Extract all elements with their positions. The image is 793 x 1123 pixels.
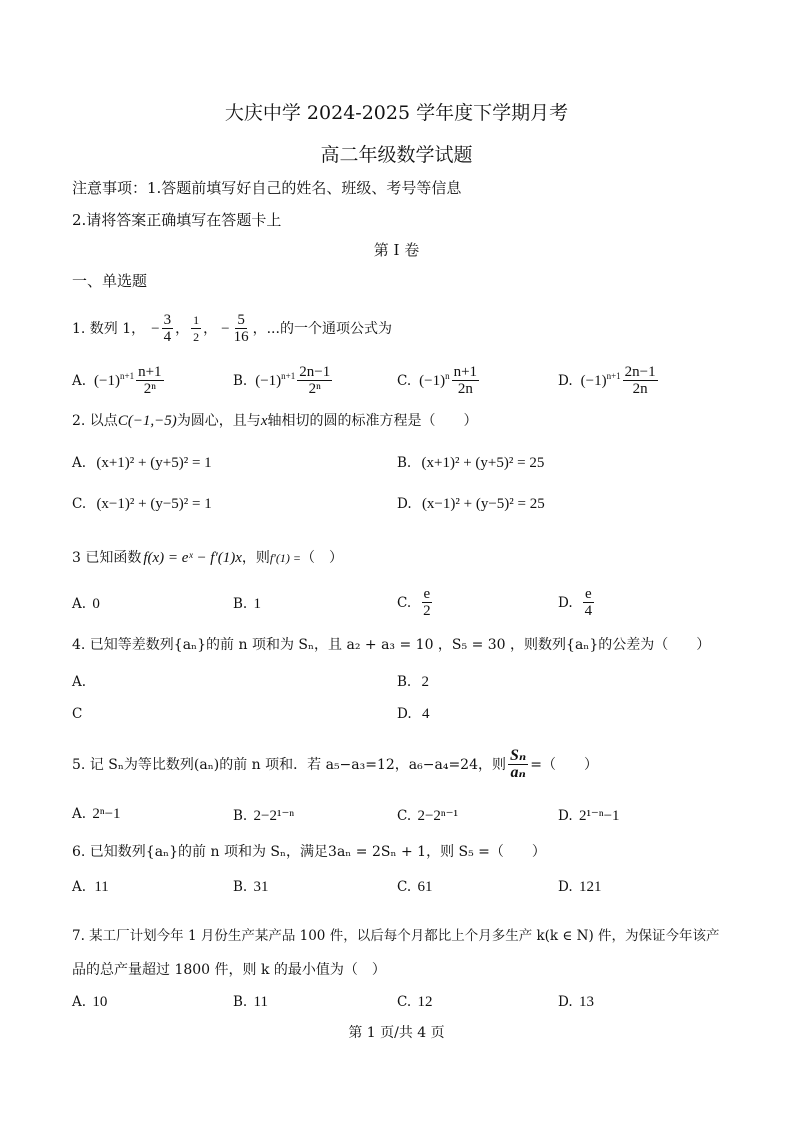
q3-option-c[interactable] [397,586,435,619]
question-7-line-2: 品的总产量超过 1800 件，则 k 的最小值为（ ） [72,962,386,978]
q1-option-d[interactable] [558,364,660,397]
option-fraction: $\frac{2n-1}{\text{2ⁿ}}$ [299,364,331,397]
q2-option-d[interactable] [397,496,545,513]
option-text: 11 [94,879,109,895]
option-sign: $(-1)^{n+1}$ [255,371,296,389]
option-text: 1 [253,596,262,612]
q5-option-d[interactable] [558,806,620,825]
q7-option-c[interactable] [397,994,432,1011]
option-label: C. [72,496,87,512]
option-text: (x−1)² + (y−5)² = 1 [96,496,212,512]
option-fraction: $\frac{e}{4}$ [584,586,593,619]
q1-suffix: ，...的一个通项公式为 [252,320,392,337]
q2-x-axis: x [260,413,268,429]
page-footer: 第 1 页/共 4 页 [348,1025,445,1041]
q1-term-4-den: 16 [233,329,249,345]
q2-stem-c: 轴相切的圆的标准方程是（ ） [267,413,478,429]
option-label: D. [558,808,573,824]
option-text: 121 [578,879,602,895]
question-1-stem: 1. 数列 1， − $\frac{3}{4}$ ， $\frac{1}{2}$ ， − $\frac{5}{16}$ ，...的一个通项公式为 [72,312,392,345]
option-label: A. [72,879,87,895]
option-label: A. [72,455,87,471]
q7-option-a[interactable] [72,994,107,1011]
q5-stem: 5. 记 Sₙ为等比数列(aₙ)的前 n 项和．若 a₅−a₃=12，a₆−a₄=24，则 [72,756,506,773]
q7-option-b[interactable] [233,994,268,1011]
q1-term-4 [232,312,251,345]
question-7-line-1: 7. 某工厂计划今年 1 月份生产某产品 100 件，以后每个月都比上个月多生产 k(k ∈ N) 件，为保证今年该产 [72,928,720,944]
q2-center-point: C(−1,−5) [117,413,177,429]
q4-option-d[interactable] [397,706,429,723]
option-label: C. [397,372,412,389]
question-4-stem: 4. 已知等差数列{aₙ}的前 n 项和为 Sₙ，且 a₂ + a₃ = 10 ，S₅ = 30 ，则数列{aₙ}的公差为（ ） [72,637,711,653]
q3-stem-c: （ ） [300,550,343,566]
q1-prefix: 1. 数列 1， [72,320,146,337]
option-label: A. [72,596,87,612]
q1-term-2 [162,312,174,345]
option-label: D. [558,594,573,611]
question-3-stem [72,549,343,567]
q1-term-2-den: 4 [163,329,172,345]
option-text: 0 [92,596,100,612]
option-label: D. [558,879,573,895]
option-label: B. [233,372,248,389]
q1-term-4-num: 5 [237,312,245,328]
q1-term-2-num: 3 [163,312,172,328]
option-fraction: $\frac{n+1}{\text{2ⁿ}}$ [138,364,162,397]
q2-stem-a: 2. 以点 [72,413,118,429]
q1-term-4-sign: − [221,320,230,337]
q2-option-b[interactable] [397,455,544,472]
q6-option-d[interactable] [558,879,601,896]
q1-term-3 [191,312,201,345]
option-label: D. [397,496,412,512]
exam-title: 大庆中学 2024-2025 学年度下学期月考 [224,102,569,124]
option-text: 2¹⁻ⁿ−1 [578,808,620,824]
q4-option-b[interactable] [397,674,429,691]
option-text: 2 [421,674,430,690]
q6-option-a[interactable] [72,879,109,896]
option-label: C. [397,879,412,895]
q5-tail: =（ ） [530,756,598,773]
option-label: B. [233,994,248,1010]
option-label: C [72,706,83,722]
q5-fraction: $\frac{\text{Sₙ}}{\text{aₙ}}$ [510,747,527,781]
q1-option-b[interactable] [233,364,334,397]
q5-option-c[interactable] [397,806,458,825]
option-label: C. [397,808,412,824]
q3-option-b[interactable] [233,596,261,613]
option-text: 12 [417,994,433,1010]
option-text: 10 [92,994,108,1010]
notice-line-1: 注意事项：1.答题前填写好自己的姓名、班级、考号等信息 [72,179,462,197]
option-label: C. [397,994,412,1010]
option-label: B. [233,879,248,895]
option-text: 13 [578,994,594,1010]
q3-stem-b: ，则 [241,550,270,566]
q6-option-b[interactable] [233,879,269,896]
option-text: 11 [253,994,268,1010]
option-label: C. [397,594,412,611]
q7-option-d[interactable] [558,994,594,1011]
q6-option-c[interactable] [397,879,432,896]
option-label: D. [558,372,573,389]
option-fraction: $\frac{2n-1}{2n}$ [624,364,656,397]
q2-option-a[interactable] [72,455,212,472]
q1-option-c[interactable] [397,364,481,397]
q1-option-a[interactable] [72,364,166,397]
q3-function: f(x) = eˣ − f′(1)x [143,550,242,566]
option-label: B. [397,455,412,471]
notice-line-2: 2.请将答案正确填写在答题卡上 [72,211,282,229]
option-label: A. [72,806,87,822]
option-text: (x+1)² + (y+5)² = 25 [421,455,545,471]
volume-heading: 第 I 卷 [373,241,420,259]
option-text: (x−1)² + (y−5)² = 25 [421,496,545,512]
question-2-stem [72,412,477,430]
q1-term-3-den: 2 [193,330,200,344]
option-sign: $(-1)^{n+1}$ [580,371,621,389]
option-text: 2−2ⁿ⁻¹ [417,808,459,824]
option-text: 61 [417,879,433,895]
option-label: A. [72,674,87,690]
q1-term-3-num: 1 [193,313,200,327]
q1-term-2-sign: − [151,320,160,337]
q3-option-a[interactable] [72,596,100,613]
exam-subtitle: 高二年级数学试题 [320,144,473,166]
option-label: D. [397,706,412,722]
option-sign: $(-1)^{n+1}$ [94,371,135,389]
q4-option-c[interactable] [72,706,82,723]
q5-option-a[interactable] [72,806,121,823]
q5-option-b[interactable] [233,806,294,825]
option-label: D. [558,994,573,1010]
option-text: (x+1)² + (y+5)² = 1 [96,455,212,471]
option-fraction: $\frac{e}{2}$ [423,586,431,619]
option-label: A. [72,994,87,1010]
q3-ask: f′(1) = [269,551,301,565]
question-5-stem [72,748,598,781]
q2-option-c[interactable] [72,496,212,513]
option-label: B. [397,674,412,690]
option-label: B. [233,808,248,824]
q3-stem-a: 3 已知函数 [72,550,142,566]
q4-option-a[interactable] [72,674,86,691]
option-text: 2ⁿ−1 [92,806,121,822]
question-6-stem: 6. 已知数列{aₙ}的前 n 项和为 Sₙ，满足3aₙ = 2Sₙ + 1，则 S₅ =（ ） [72,844,546,860]
section-heading: 一、单选题 [72,272,148,290]
option-text: 2−2¹⁻ⁿ [253,808,295,824]
option-fraction: $\frac{n+1}{2n}$ [453,364,478,397]
option-label: A. [72,372,87,389]
option-text: 31 [253,879,269,895]
option-label: B. [233,596,248,612]
q3-option-d[interactable] [558,586,596,619]
q2-stem-b: 为圆心，且与 [176,413,261,429]
option-text: 4 [421,706,430,722]
option-sign: $(-1)^n$ [419,371,450,389]
